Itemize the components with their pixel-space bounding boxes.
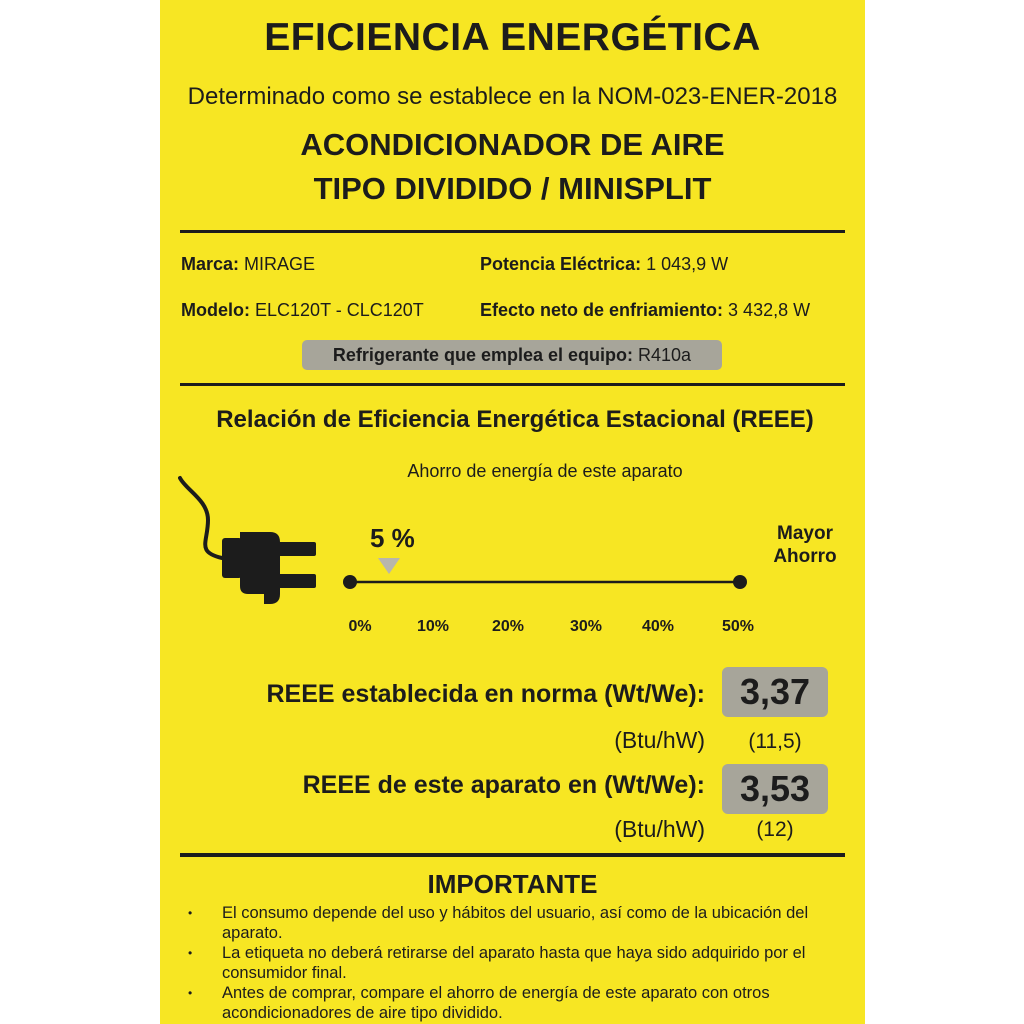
scale-tick-0: 0% [348, 618, 372, 635]
refrigerant-field [302, 340, 722, 370]
savings-scale [330, 552, 760, 602]
scale-end-dot [733, 575, 747, 589]
bullet-icon: • [188, 986, 193, 1000]
important-note-text: Antes de comprar, compare el ahorro de energía de este aparato con otros acondicionadores de aire tipo dividido. [222, 984, 770, 1022]
important-note-text: El consumo depende del uso y hábitos del usuario, así como de la ubicación del aparato. [222, 904, 809, 942]
bullet-icon: • [188, 946, 193, 960]
power-value: 1 043,9 W [646, 254, 729, 274]
power-label: Potencia Eléctrica: [480, 254, 642, 274]
reee-norm-btu-value: (11,5) [748, 730, 802, 753]
reee-device-btu-label: (Btu/hW) [614, 816, 705, 842]
scale-max-label-line1: Mayor [777, 523, 833, 544]
scale-max-label [750, 522, 860, 568]
reee-section-title: Relación de Eficiencia Energética Estacional (REEE) [216, 406, 814, 433]
important-note-text: La etiqueta no deberá retirarse del aparato hasta que haya sido adquirido por el consumidor final. [222, 944, 806, 982]
brand-field [181, 254, 315, 275]
label-title: EFICIENCIA ENERGÉTICA [264, 16, 761, 59]
cooling-field [480, 300, 810, 321]
refrigerant-label: Refrigerante que emplea el equipo: [332, 345, 633, 365]
product-type-line2: TIPO DIVIDIDO / MINISPLIT [313, 171, 712, 206]
bullet-icon: • [188, 906, 193, 920]
model-field [181, 300, 424, 321]
reee-device-value: 3,53 [722, 764, 828, 814]
refrigerant-value: R410a [638, 345, 692, 365]
scale-tick-10: 10% [416, 618, 450, 635]
brand-label: Marca: [181, 254, 240, 274]
scale-tick-30: 30% [569, 618, 603, 635]
scale-tick-50: 50% [721, 618, 755, 635]
scale-tick-40: 40% [641, 618, 675, 635]
power-field [480, 254, 728, 275]
divider-bottom [180, 853, 845, 857]
scale-max-label-line2: Ahorro [773, 546, 837, 567]
important-note [184, 943, 844, 983]
model-value: ELC120T - CLC120T [255, 300, 424, 320]
scale-tick-20: 20% [491, 618, 525, 635]
divider-top [180, 230, 845, 233]
energy-label [160, 0, 865, 1024]
important-note [184, 903, 844, 943]
reee-device-label: REEE de este aparato en (Wt/We): [302, 771, 705, 799]
model-label: Modelo: [181, 300, 250, 320]
savings-marker [378, 558, 400, 574]
brand-value: MIRAGE [244, 254, 316, 274]
important-title: IMPORTANTE [427, 869, 598, 899]
cooling-value: 3 432,8 W [728, 300, 811, 320]
divider-middle [180, 383, 845, 386]
label-subtitle: Determinado como se establece en la NOM-023-ENER-2018 [187, 83, 838, 110]
important-notes [184, 903, 844, 1023]
product-type-line1: ACONDICIONADOR DE AIRE [300, 127, 725, 162]
important-note [184, 983, 844, 1023]
reee-device-btu-value: (12) [756, 818, 794, 841]
savings-caption: Ahorro de energía de este aparato [407, 461, 683, 481]
reee-norm-value: 3,37 [722, 667, 828, 717]
plug-icon [178, 470, 328, 610]
cooling-label: Efecto neto de enfriamiento: [480, 300, 724, 320]
reee-norm-label: REEE establecida en norma (Wt/We): [266, 680, 705, 708]
reee-norm-btu-label: (Btu/hW) [614, 727, 705, 753]
scale-start-dot [343, 575, 357, 589]
savings-value: 5 % [370, 523, 415, 553]
